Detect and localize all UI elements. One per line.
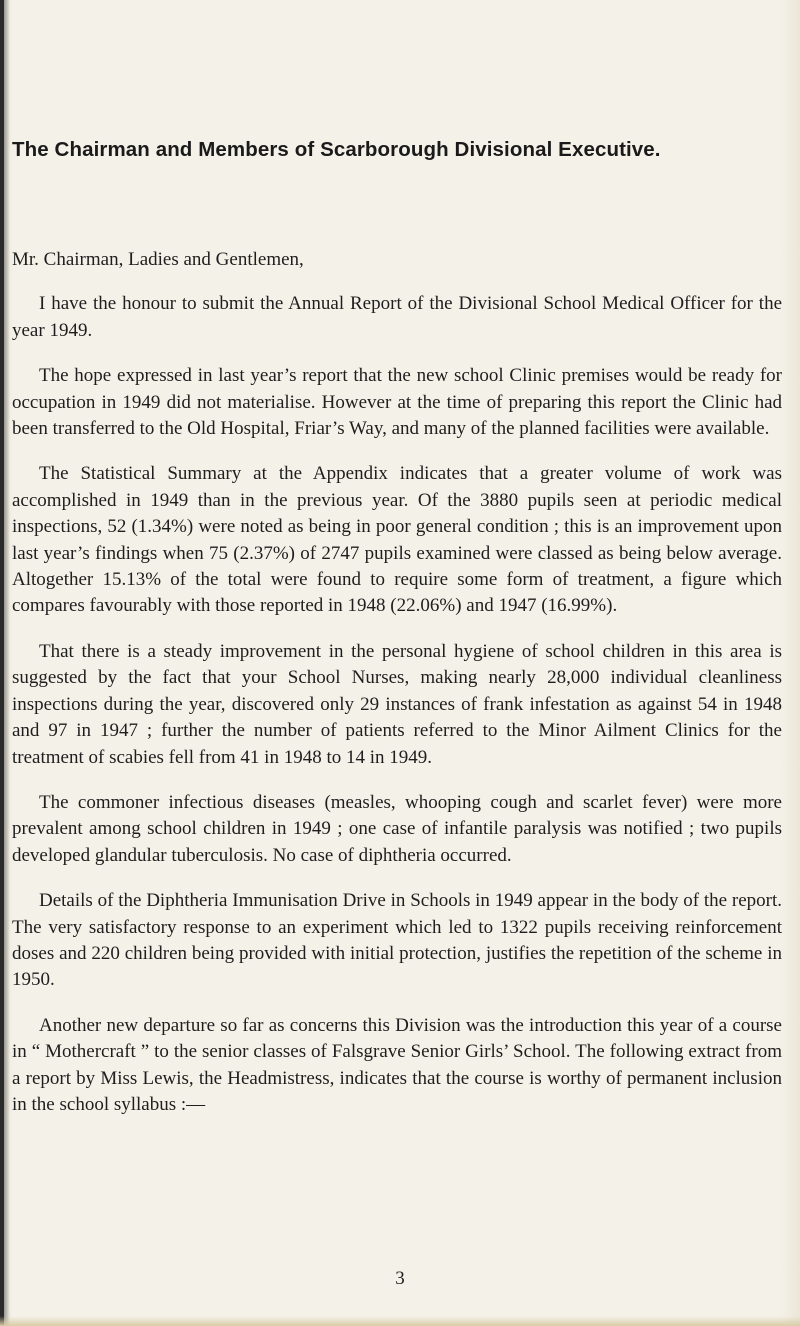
letter-body [12, 247, 782, 1137]
paragraph-personal-hygiene: That there is a steady improvement in the personal hygiene of school children in this area is suggested by the fact that your School Nurses, making nearly 28,000 individual cleanliness inspections during the year, discovered only 29 instances of frank infestation as against 54 in 1948 and 97 in 1947 ; further the number of patients referred to the Minor Ailment Clinics for the treatment of scabies fell from 41 in 1948 to 14 in 1949. [12, 640, 782, 768]
paragraph-clinic-premises: The hope expressed in last year’s report that the new school Clinic premises would be ready for occupation in 1949 did not materialise. However at the time of preparing this report the Clinic had been transferred to the Old Hospital, Friar’s Way, and many of the planned facilities were available. [12, 365, 782, 440]
page-number: 3 [395, 1268, 405, 1289]
salutation: Mr. Chairman, Ladies and Gentlemen, [12, 249, 304, 270]
paragraph-mothercraft-course: Another new departure so far as concerns this Division was the introduction this year of a course in “ Mothercraft ” to the senior classes of Falsgrave Senior Girls’ School. The following extract from a report by Miss Lewis, the Headmistress, indicates that the course is worthy of permanent inclusion in the school syllabus :— [12, 1014, 782, 1115]
binding-shadow [4, 0, 10, 1326]
paragraph-statistical-summary: The Statistical Summary at the Appendix indicates that a greater volume of work was accomplished in 1949 than in the previous year. Of the 3880 pupils seen at periodic medical inspections, 52 (1.34%) were noted as being in poor general condition ; this is an improvement upon last year’s findings when 75 (2.37%) of 2747 pupils examined were classed as being below average. Altogether 15.13% of the total were found to require some form of treatment, a figure which compares favourably with those reported in 1948 (22.06%) and 1947 (16.99%). [12, 463, 782, 617]
page-bottom-edge [0, 1316, 800, 1326]
paragraph-infectious-diseases: The commoner infectious diseases (measles, whooping cough and scarlet fever) were more prevalent among school children in 1949 ; one case of infantile paralysis was notified ; two pupils developed glandular tuberculosis. No case of diphtheria occurred. [12, 791, 782, 866]
paragraph-diphtheria-immunisation: Details of the Diphtheria Immunisation Drive in Schools in 1949 appear in the body of the report. The very satisfactory response to an experiment which led to 1322 pupils receiving reinforcement doses and 220 children being provided with initial protection, justifies the repetition of the scheme in 1950. [12, 890, 782, 991]
page-heading: The Chairman and Members of Scarborough Divisional Executive. [12, 138, 661, 161]
paragraph-intro: I have the honour to submit the Annual Report of the Divisional School Medical Officer for the year 1949. [12, 293, 782, 341]
